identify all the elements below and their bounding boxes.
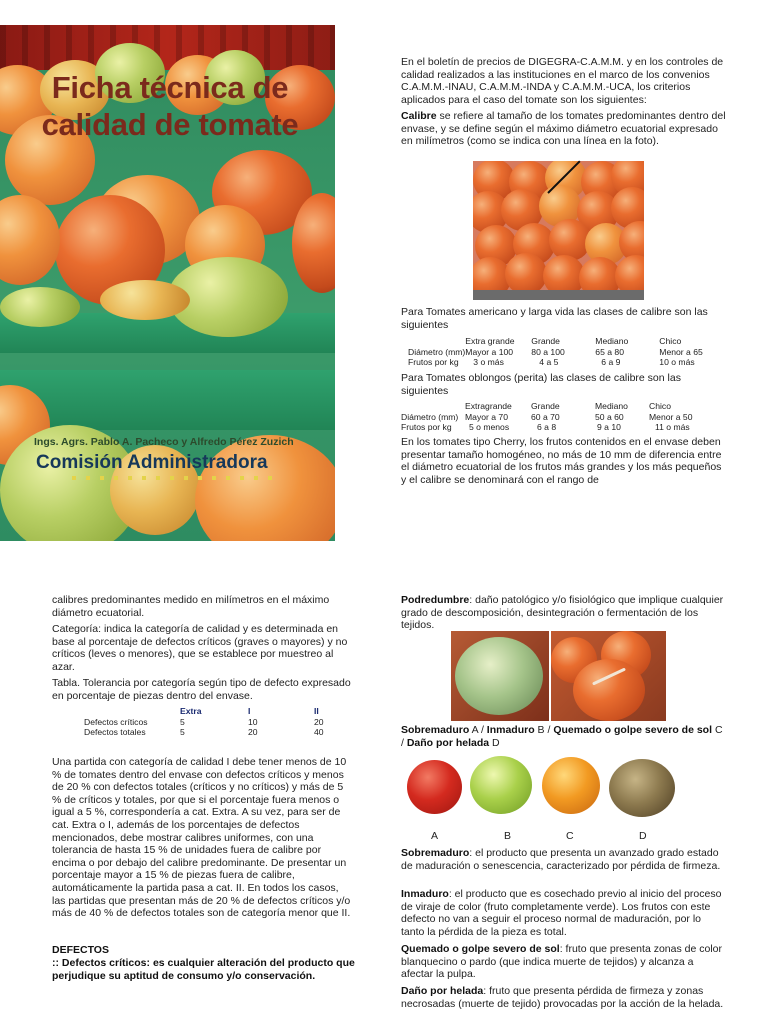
label-c: C xyxy=(566,830,574,842)
podredumbre-term: Podredumbre xyxy=(401,594,470,606)
podredumbre-paragraph xyxy=(401,594,726,632)
tomato-helada xyxy=(609,759,675,817)
inmaduro-paragraph: Inmaduro: el producto que es cosechado previo al inicio del proceso de viraje de color (fruto completamente verde). Los frutos con este defecto no van a seguir el proceso normal de maduración, por lo tanto la pérdida de la pieza es total. xyxy=(401,888,722,938)
calibre-definition: se refiere al tamaño de los tomates predominantes dentro del envase, y se define según el máximo diámetro ecuatorial expresado en milímetros (como se indica con una línea en la foto). xyxy=(401,110,726,148)
tomato-inmaduro xyxy=(470,756,532,814)
defectos-criticos: :: Defectos críticos: es cualquier alteración del producto que perjudique su aptitud de consumo y/o conservación. xyxy=(52,957,355,982)
cover-authors: Ings. Agrs. Pablo A. Pacheco y Alfredo Pérez Zuzich xyxy=(34,436,294,448)
oblong-calibre-table: Extragrande Grande Mediano Chico Diámetro (mm) Mayor a 70 60 a 70 50 a 60 Menor a 50 Frutos por kg 5 o menos 6 a 8 9 a 10 11 o más xyxy=(401,401,693,432)
defectos-title: DEFECTOS xyxy=(52,944,109,956)
tomato-sobremaduro xyxy=(407,760,462,814)
podredumbre-definition: : daño patológico y/o fisiológico que implique cualquier grado de descomposición, desintegración o fermentación de los tejidos. xyxy=(401,594,724,632)
partida-paragraph: Una partida con categoría de calidad I debe tener menos de 10 % de tomates dentro del envase con defectos críticos y menos de 20 % con defectos totales (críticos y no críticos) y más de 5 % de críticos y totales, por que si el porcentaje fuera menos o igual a 5 %, correspondería a cat. Extra. A su vez, para ser de cat. Extra o I, además de los porcentajes de defectos mencionados, debe mostrar calibres uniformes, con una tolerancia de hasta 15 % de unidades fuera de calibre por encima o por debajo del calibre predominante. De presentar un porcentaje mayor a 15 % de piezas fuera de calibre, automáticamente la partida pasa a cat. II. En todos los casos, las partidas que presentan más de 20 % de defectos críticos y/o más de 40 % de defectos totales son de categoría menor que II. xyxy=(52,756,351,920)
american-intro: Para Tomates americano y larga vida las clases de calibre son las siguientes xyxy=(401,306,708,331)
helada-paragraph: Daño por helada: fruto que presenta pérdida de firmeza y zonas necrosadas (muerte de tejido) provocadas por la acción de la helada. xyxy=(401,985,724,1010)
calibre-paragraph xyxy=(401,110,726,148)
tolerance-table: Extra I II Defectos críticos 5 10 20 Defectos totales 5 20 40 xyxy=(84,706,324,737)
calibres-continuation: calibres predominantes medido en milímetros en el máximo diámetro ecuatorial. xyxy=(52,594,330,619)
calibre-term: Calibre xyxy=(401,110,437,122)
categoria-paragraph: Categoría: indica la categoría de calidad y es determinada en base al porcentaje de defectos críticos (graves o mayores) y no críticos (leves o menores), que se establece por muestreo al azar. xyxy=(52,623,348,673)
quemado-paragraph: Quemado o golpe severo de sol: fruto que presenta zonas de color blanquecino o pardo (que indica muerte de tejidos) y alcanza a afectar la pulpa. xyxy=(401,943,722,981)
american-calibre-table: Extra grande Grande Mediano Chico Diámetro (mm) Mayor a 100 80 a 100 65 a 80 Menor a 65 Frutos por kg 3 o más 4 a 5 6 a 9 10 o más xyxy=(408,336,703,367)
red-crate xyxy=(0,25,335,70)
oblong-intro: Para Tomates oblongos (perita) las clases de calibre son las siguientes xyxy=(401,372,681,397)
cherry-paragraph: En los tomates tipo Cherry, los frutos contenidos en el envase deben presentar tamaño homogéneo, no más de 10 mm de diferencia entre el diámetro ecuatorial de los frutos más grandes y los más pequeños y el calibre se denominará con el rango de xyxy=(401,436,722,486)
label-d: D xyxy=(639,830,647,842)
tabla-intro: Tabla. Tolerancia por categoría según tipo de defecto expresado en porcentaje de piezas dentro del envase. xyxy=(52,677,351,702)
cover-image xyxy=(0,25,335,541)
decorative-dots xyxy=(72,476,272,480)
label-b: B xyxy=(504,830,512,842)
defect-caption: Sobremaduro A / Inmaduro B / Quemado o golpe severo de sol C / Daño por helada D xyxy=(401,724,723,749)
label-a: A xyxy=(431,830,439,842)
green-crate-rail xyxy=(0,370,335,430)
rot-photo xyxy=(451,631,666,721)
cover-title: Ficha técnica de calidad de tomate xyxy=(41,70,299,142)
tomato-quemado xyxy=(542,757,600,814)
intro-paragraph: En el boletín de precios de DIGEGRA-C.A.M.M. y en los controles de calidad realizados a las instituciones en el marco de los convenios C.A.M.M.-INAU, C.A.M.M.-INDA y C.A.M.M.-UCA, los criterios aplicados para el caso del tomate son los siguientes: xyxy=(401,56,724,106)
cover-organization: Comisión Administradora xyxy=(36,452,268,473)
sobremaduro-paragraph: Sobremaduro: el producto que presenta un avanzado grado estado de maduración o senescencia, caracterizado por pérdida de firmeza. xyxy=(401,847,721,872)
